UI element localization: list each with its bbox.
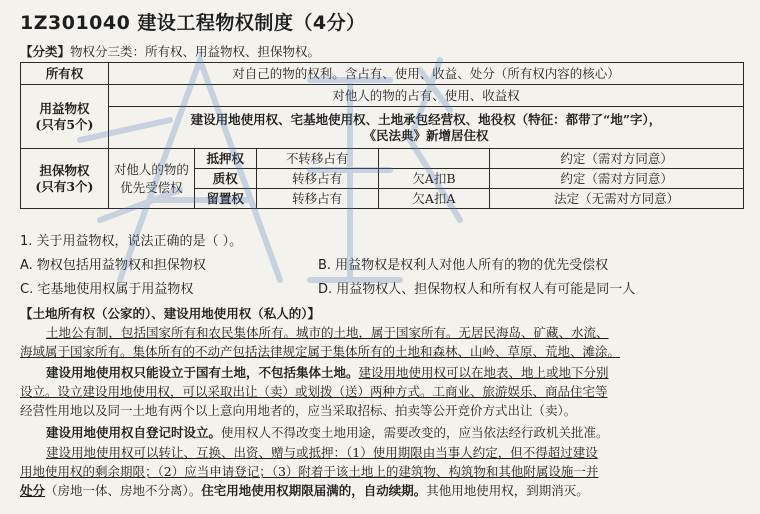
- option-a: A. 物权包括用益物权和担保物权: [20, 258, 206, 273]
- p4-end: 其他用地使用权，到期消灭。: [426, 483, 589, 498]
- option-c: C. 宅基地使用权属于用益物权: [20, 282, 194, 297]
- usufruct-label-line2: (只有5个): [35, 116, 94, 132]
- p2-line1: [20, 363, 744, 382]
- p4-line2: 用地使用权的剩余期限；（2）应当申请登记；（3）附着于该土地上的建筑物、构筑物和其他附属设施一并: [20, 464, 599, 479]
- security-label-line1: 担保物权: [39, 162, 90, 178]
- usufruct-desc: 对他人的物的占有、使用、收益权: [108, 85, 743, 107]
- security-lien-name: 留置权: [194, 189, 256, 209]
- paragraph-construction-land: [20, 363, 744, 420]
- security-mortgage-party: [378, 149, 490, 169]
- security-label: [21, 149, 109, 209]
- usufruct-list-line1: 建设用地使用权、宅基地使用权、土地承包经营权、地役权（特征：都带了“地”字），: [190, 111, 662, 127]
- security-desc: 对他人的物的优先受偿权: [108, 149, 194, 209]
- p4-line3: [20, 481, 744, 500]
- p3-rest: 使用权人不得改变土地用途，需要改变的，应当依法经行政机关批准。: [221, 425, 609, 440]
- p4-mid: （房地一体、房地不分离）。: [45, 483, 202, 498]
- usufruct-label: [21, 85, 109, 149]
- security-label-line2: (只有3个): [35, 178, 94, 194]
- paragraph-registration: [20, 423, 744, 442]
- p2-line1-rest: 建设用地使用权可以在地表、地上或地下分别: [358, 365, 609, 380]
- security-pledge-rule: 约定（需对方同意）: [490, 169, 744, 189]
- paragraph-land-ownership: [20, 323, 744, 361]
- p2-line3: 经营性用地以及同一土地有两个以上意向用地者的，应当采取招标、拍卖等公开竞价方式出让（卖）。: [20, 403, 577, 418]
- p2-bold: 建设用地使用权只能设立于国有土地，不包括集体土地。: [46, 365, 359, 380]
- p3-bold: 建设用地使用权自登记时设立。: [46, 425, 222, 440]
- usufruct-list-line2: 《民法典》新增居住权: [363, 127, 489, 143]
- security-mortgage-name: 抵押权: [194, 149, 256, 169]
- p3-line: [20, 423, 744, 442]
- p4-bold1: 处分: [20, 483, 46, 498]
- classification-tag: 【分类】: [20, 44, 71, 59]
- p4-line1: 建设用地使用权可以转让、互换、出资、赠与或抵押：（1）使用期限由当事人约定，但不得超过建设: [46, 445, 598, 460]
- security-lien-transfer: 转移占有: [256, 189, 378, 209]
- option-b: B. 用益物权是权利人对他人所有的物的优先受偿权: [318, 258, 609, 273]
- security-mortgage-transfer: 不转移占有: [256, 149, 378, 169]
- security-lien-party: 欠A扣A: [378, 189, 490, 209]
- page-title: 1Z301040 建设工程物权制度（4分）: [20, 12, 366, 34]
- classification-line: [20, 42, 320, 60]
- classification-text: 物权分三类：所有权、用益物权、担保物权。: [70, 44, 321, 59]
- security-pledge-name: 质权: [194, 169, 256, 189]
- p4-bold2: 住宅用地使用权期限届满的，自动续期。: [201, 483, 427, 498]
- option-d: D. 用益物权人、担保物权人和所有权人有可能是同一人: [318, 282, 636, 297]
- p2-line2: 设立。设立建设用地使用权，可以采取出让（卖）或划拨（送）两种方式。工商业、旅游娱乐、商品住宅等: [20, 384, 608, 399]
- security-mortgage-rule: 约定（需对方同意）: [490, 149, 744, 169]
- section-title: 【土地所有权（公家的）、建设用地使用权（私人的）】: [20, 306, 321, 321]
- question-stem: 1. 关于用益物权，说法正确的是（ ）。: [20, 234, 243, 249]
- security-pledge-transfer: 转移占有: [256, 169, 378, 189]
- ownership-desc: 对自己的物的权利。含占有、使用、收益、处分（所有权内容的核心）: [108, 63, 743, 85]
- p1-line1: 土地公有制，包括国家所有和农民集体所有。城市的土地，属于国家所有。无居民海岛、矿藏、水流、: [46, 325, 609, 340]
- property-rights-table: [20, 62, 744, 209]
- p1-line2: 海域属于国家所有。集体所有的不动产包括法律规定属于集体所有的土地和森林、山岭、草原、荒地、滩涂。: [20, 344, 621, 359]
- paragraph-transfer: [20, 443, 744, 500]
- usufruct-label-line1: 用益物权: [39, 100, 90, 116]
- ownership-label: 所有权: [21, 63, 109, 85]
- usufruct-list: [108, 107, 743, 149]
- security-lien-rule: 法定（无需对方同意）: [490, 189, 744, 209]
- security-pledge-party: 欠A扣B: [378, 169, 490, 189]
